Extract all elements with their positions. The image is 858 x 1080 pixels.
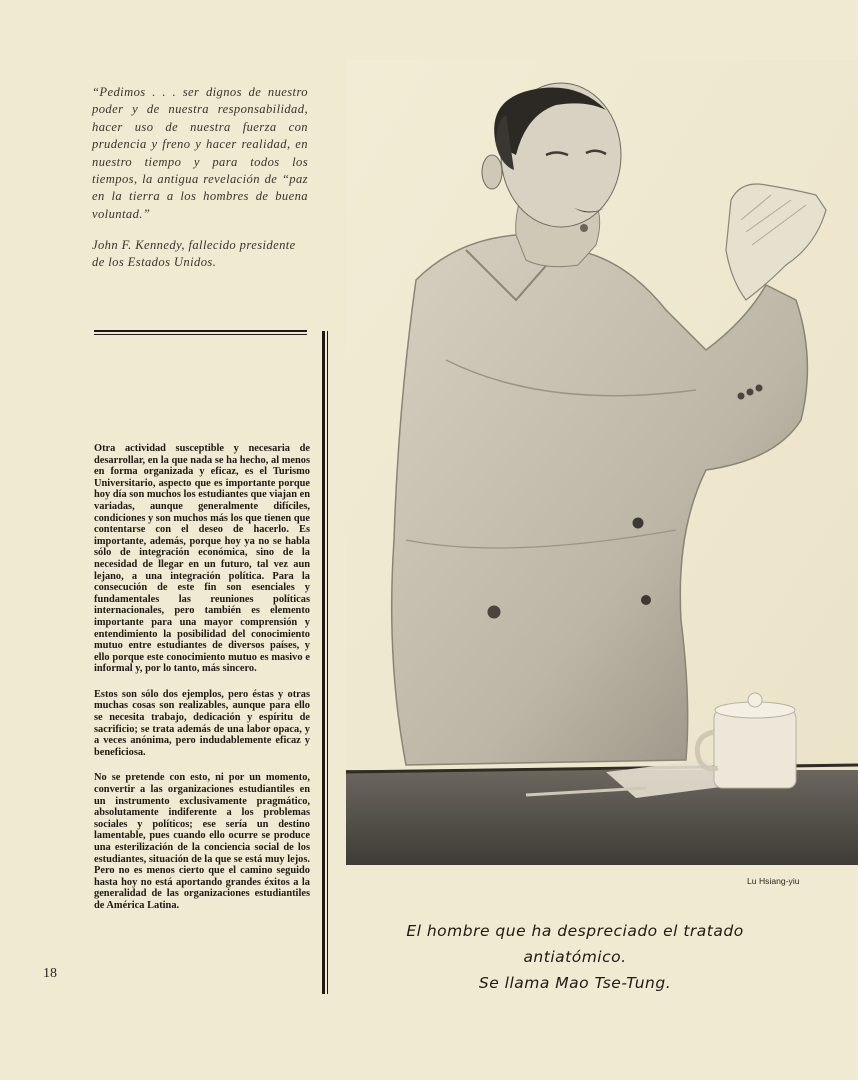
mao-photograph [346,60,858,865]
column-divider [322,331,325,994]
photo-caption [395,918,755,996]
photo-credit: Lu Hsiang-yiu [747,876,800,886]
kennedy-quote: “Pedimos . . . ser dignos de nuestro poder y de nuestra responsabilidad, hacer uso de nuestra fuerza con prudencia y freno y hacer realidad, en nuestro tiempo y para todos los tiempos, la antigua revelación de “paz en la tierra a los hombres de buena voluntad.” [92,85,308,221]
page-number: 18 [43,966,57,981]
caption-line-2: antiatómico. [523,948,627,966]
photo-illustration [346,60,858,865]
article-paragraph: Otra actividad susceptible y necesaria de desarrollar, en la que nada se ha hecho, al menos en forma organizada y eficaz, es el Turismo Universitario, aspecto que es importante porque hoy día son muchos los estudiantes que viajan en variadas, aunque generalmente difíciles, condiciones y son muchos más los que tienen que contentarse con el deseo de hacerlo. Es importante, además, porque hoy ya no se habla sólo de integración económica, sino de la necesidad de llegar en un futuro, tal vez aun lejano, a una integración política. Para la consecución de este fin son esenciales y fundamentales las reuniones políticas internacionales, pero también es elemento importante para una mayor comprensión y entendimiento la posibilidad del conocimiento mutuo entre estudiantes de diversos países, y ello porque este conocimiento mutuo es masivo e informal y, por lo tanto, más sincero. [94,443,310,675]
double-rule-top [94,330,307,332]
article-column [94,443,310,926]
article-paragraph: No se pretende con esto, ni por un momento, convertir a las organizaciones estudiantiles en un instrumento exclusivamente pragmático, absolutamente indiferente a los problemas sociales y políticos; ese sería un destino lamentable, pues cuando ello ocurre se produce una esterilización de la conciencia social de los estudiantes, situación de la que se está muy lejos. Pero no es menos cierto que el camino seguido hasta hoy no está aportando grandes éxitos a la generalidad de las organizaciones estudiantiles de América Latina. [94,772,310,911]
quote-attribution: John F. Kennedy, fallecido presidente de los Estados Unidos. [92,238,296,270]
column-divider-thin [327,331,328,994]
caption-line-1: El hombre que ha despreciado el tratado [406,922,744,940]
article-paragraph: Estos son sólo dos ejemplos, pero éstas y otras muchas cosas son realizables, aunque para ello se necesita trabajo, dedicación y espíritu de sacrificio; se trata además de una labor opaca, y a veces anónima, pero indudablemente eficaz y beneficiosa. [94,688,310,758]
double-rule-bottom [94,334,307,335]
caption-line-3: Se llama Mao Tse-Tung. [478,974,672,992]
